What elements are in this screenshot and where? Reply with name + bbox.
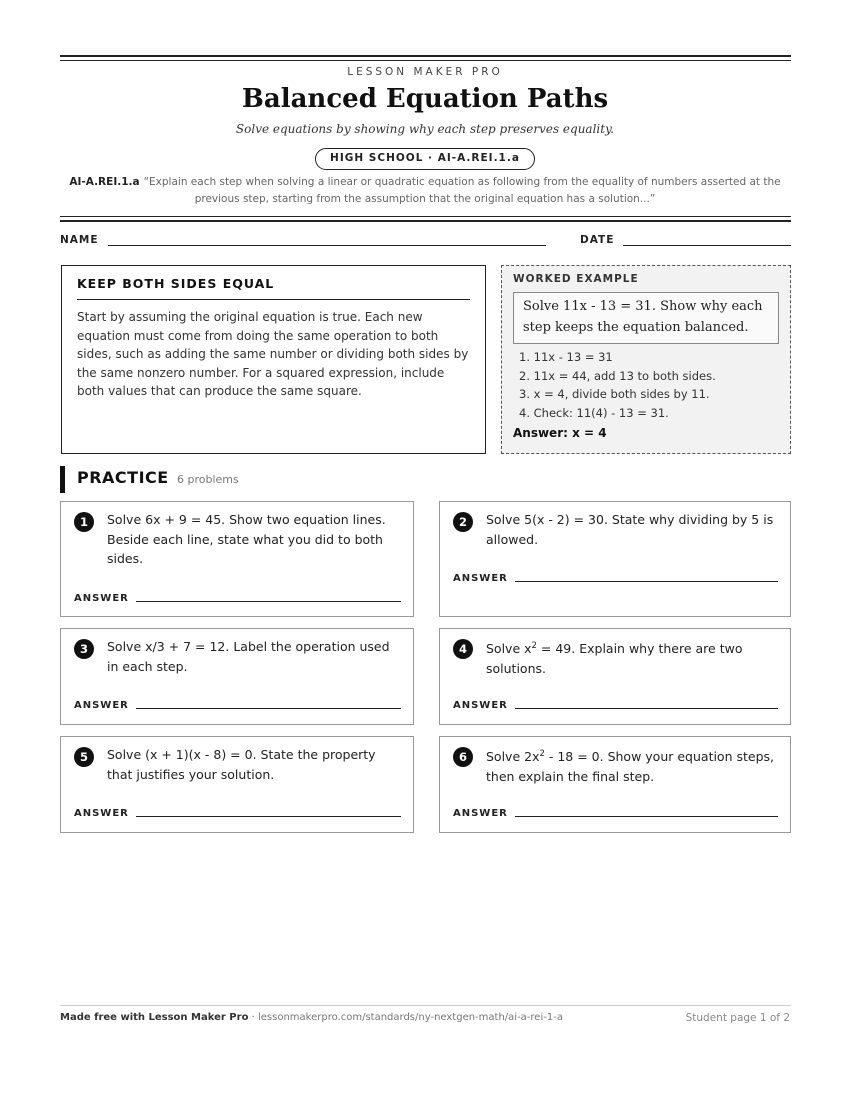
practice-count: 6 problems	[177, 473, 239, 486]
answer-field-1[interactable]	[136, 601, 401, 602]
standard-quote: “Explain each step when solving a linear or quadratic equation as following from the equality of numbers asserted at the previous step, starting from the assumption that the original equation has a solution...”	[143, 176, 781, 205]
problem-text: Solve $x^2 = 49$. Explain why there are two solutions.	[486, 641, 743, 676]
footer-divider	[60, 1005, 791, 1006]
problem-text: Solve $2x^2 - 18 = 0$. Show your equation steps, then explain the final step.	[486, 749, 775, 784]
problem-number: 5	[74, 747, 94, 767]
problem-card-5	[60, 736, 414, 833]
page-title: Balanced Equation Paths	[241, 84, 609, 114]
answer-field-3[interactable]	[136, 708, 401, 709]
answer-field-2[interactable]	[515, 581, 778, 582]
top-divider	[60, 55, 791, 61]
worked-step: 1. 11x - 13 = 31	[519, 350, 613, 364]
worked-example-answer: Answer: x = 4	[513, 426, 607, 440]
worked-step: 3. x = 4, divide both sides by 11.	[519, 387, 710, 401]
footer-made: Made free with Lesson Maker Pro	[60, 1012, 249, 1023]
student-info-row	[60, 234, 791, 250]
date-field[interactable]	[623, 245, 791, 246]
page-indicator: Student page 1 of 2	[685, 1012, 790, 1024]
practice-accent-bar	[60, 466, 65, 493]
answer-field-5[interactable]	[136, 816, 401, 817]
problem-card-6	[439, 736, 791, 833]
problem-number: 3	[74, 639, 94, 659]
answer-label: ANSWER	[453, 808, 508, 819]
answer-label: ANSWER	[453, 700, 508, 711]
standard-statement	[64, 174, 786, 208]
worked-step: 2. 11x = 44, add 13 to both sides.	[519, 368, 716, 383]
page-subtitle: Solve equations by showing why each step preserves equality.	[235, 122, 615, 136]
problem-card-2	[439, 501, 791, 617]
answer-field-4[interactable]	[515, 708, 778, 709]
practice-title: PRACTICE	[77, 468, 169, 487]
date-label: DATE	[580, 234, 615, 246]
answer-label: ANSWER	[74, 808, 129, 819]
answer-label: ANSWER	[74, 593, 129, 604]
answer-field-6[interactable]	[515, 816, 778, 817]
header-divider	[60, 216, 791, 222]
concept-box	[61, 265, 486, 454]
footer-url[interactable]: lessonmakerpro.com/standards/ny-nextgen-math/ai-a-rei-1-a	[257, 1012, 563, 1023]
problem-text: Solve 5(x - 2) = 30. State why dividing by 5 is allowed.	[486, 512, 774, 547]
worked-example-steps	[513, 348, 779, 422]
problem-card-1	[60, 501, 414, 617]
problem-text: Solve 6x + 9 = 45. Show two equation lines. Beside each line, state what you did to both sides.	[107, 512, 386, 566]
problem-number: 1	[74, 512, 94, 532]
worked-example-prompt: Solve 11x - 13 = 31. Show why each step keeps the equation balanced.	[513, 292, 779, 344]
answer-label: ANSWER	[453, 573, 508, 584]
concept-title: KEEP BOTH SIDES EQUAL	[77, 276, 470, 300]
standard-code: AI-A.REI.1.a	[69, 176, 140, 188]
concept-body: Start by assuming the original equation is true. Each new equation must come from doing the same operation to both sides, such as adding the same number or dividing both sides by the same nonzero number. For a squared expression, include both values that can produce the same square.	[77, 310, 469, 398]
problem-text: Solve (x + 1)(x - 8) = 0. State the property that justifies your solution.	[107, 747, 376, 782]
answer-label: ANSWER	[74, 700, 129, 711]
problem-number: 4	[453, 639, 473, 659]
worked-step: 4. Check: 11(4) - 13 = 31.	[519, 405, 669, 420]
problem-card-4	[439, 628, 791, 725]
worked-example-box	[501, 265, 791, 454]
problem-card-3	[60, 628, 414, 725]
worked-example-label: WORKED EXAMPLE	[513, 273, 639, 285]
problem-text: Solve x/3 + 7 = 12. Label the operation used in each step.	[107, 639, 390, 674]
problem-number: 6	[453, 747, 473, 767]
name-field[interactable]	[108, 245, 546, 246]
problem-number: 2	[453, 512, 473, 532]
brand-name: LESSON MAKER PRO	[347, 66, 503, 78]
name-label: NAME	[60, 234, 99, 246]
footer-credit: Made free with Lesson Maker Pro · lessonmakerpro.com/standards/ny-nextgen-math/ai-a-rei-1-a	[60, 1012, 563, 1023]
level-badge: HIGH SCHOOL · AI-A.REI.1.a	[315, 148, 535, 170]
